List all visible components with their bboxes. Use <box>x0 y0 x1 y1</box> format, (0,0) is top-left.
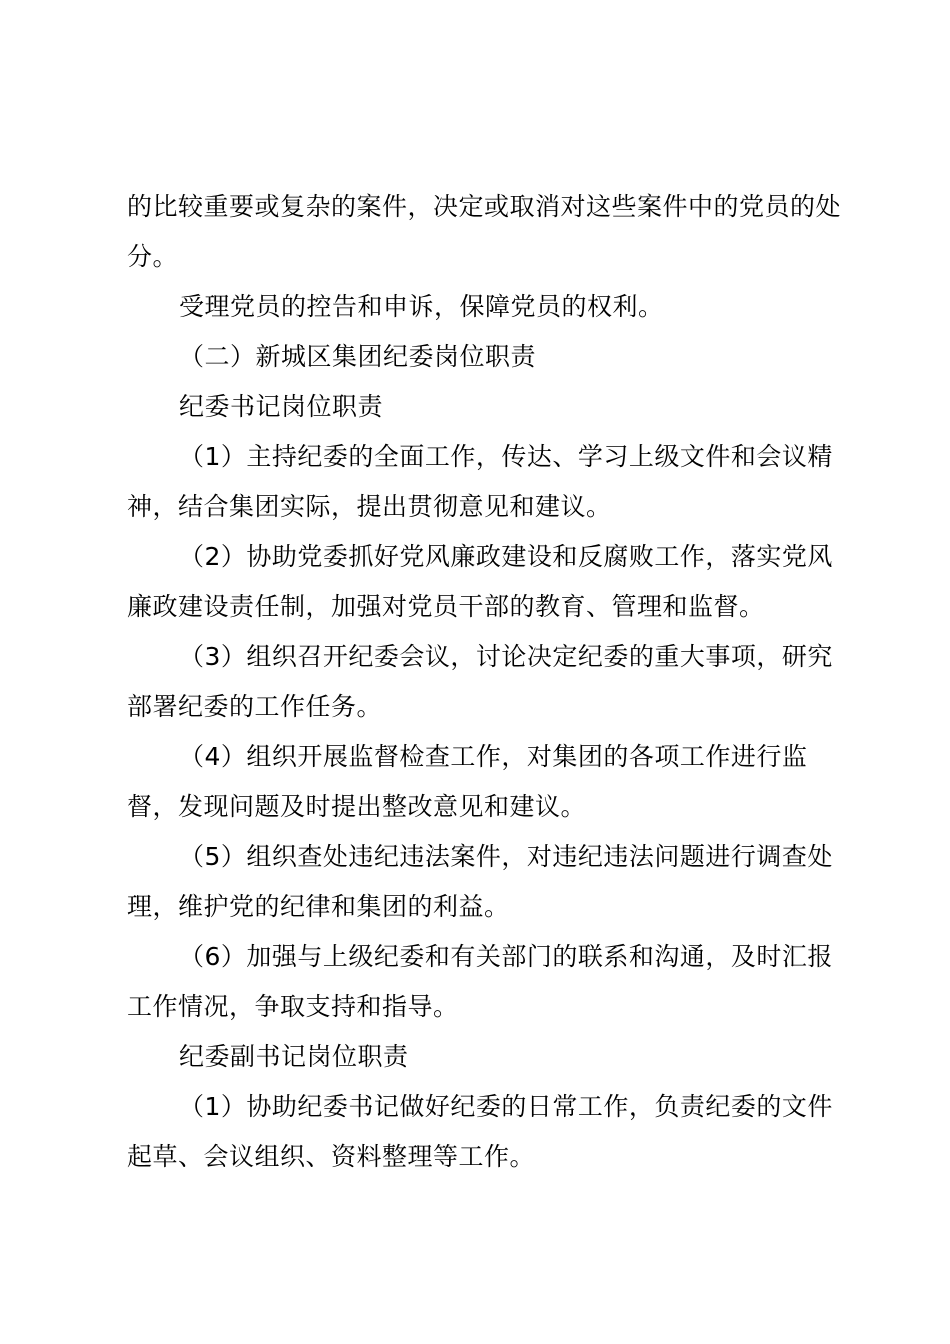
duty-item-5: （5）组织查处违纪违法案件，对违纪违法问题进行调查处理，维护党的纪律和集团的利益。 <box>127 842 833 921</box>
duty-item-6: （6）加强与上级纪委和有关部门的联系和沟通，及时汇报工作情况，争取支持和指导。 <box>127 942 833 1021</box>
paragraph-case-handling: 的比较重要或复杂的案件，决定或取消对这些案件中的党员的处分。 <box>127 192 842 271</box>
section-heading: （二）新城区集团纪委岗位职责 <box>179 342 537 371</box>
duty-item-4: （4）组织开展监督检查工作，对集团的各项工作进行监督，发现问题及时提出整改意见和建议。 <box>127 742 808 821</box>
deputy-duty-item-1: （1）协助纪委书记做好纪委的日常工作，负责纪委的文件起草、会议组织、资料整理等工作。 <box>127 1092 833 1171</box>
duty-item-2: （2）协助党委抓好党风廉政建设和反腐败工作，落实党风廉政建设责任制，加强对党员干部的教育、管理和监督。 <box>127 542 833 621</box>
duty-item-1: （1）主持纪委的全面工作，传达、学习上级文件和会议精神，结合集团实际，提出贯彻意见和建议。 <box>127 442 833 521</box>
duty-item-3: （3）组织召开纪委会议，讨论决定纪委的重大事项，研究部署纪委的工作任务。 <box>127 642 833 721</box>
paragraph-complaints: 受理党员的控告和申诉，保障党员的权利。 <box>179 292 664 321</box>
document-body <box>127 182 857 1182</box>
subheading-deputy-secretary: 纪委副书记岗位职责 <box>179 1042 409 1071</box>
subheading-secretary: 纪委书记岗位职责 <box>179 392 384 421</box>
